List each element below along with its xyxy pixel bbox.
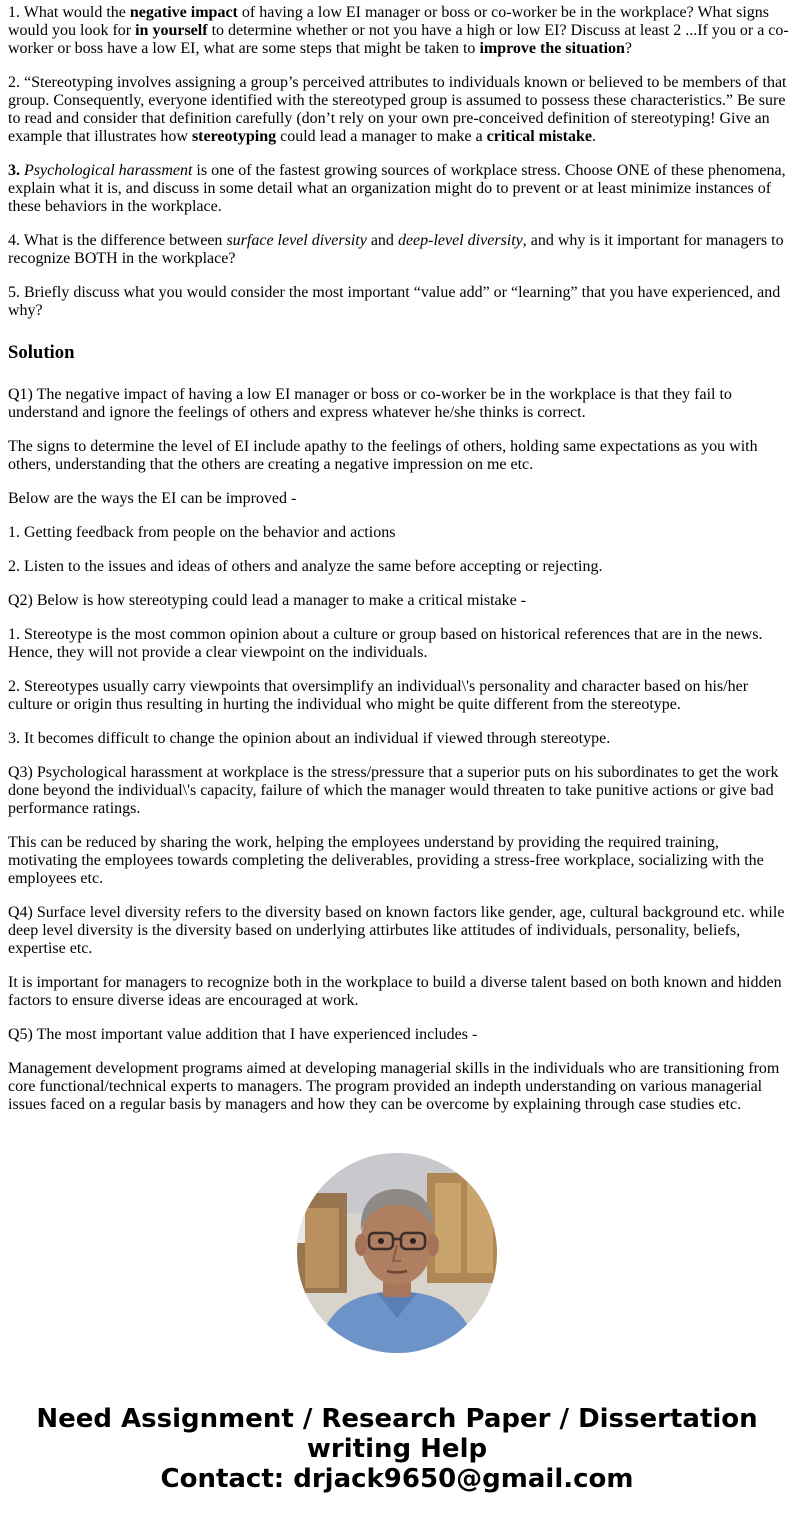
question-2-text: 2. “Stereotyping involves assigning a group’s perceived attributes to individuals known or believed to be members of that group. Consequently, everyone identified with the stereotyped group is assumed to possess these characteristics.” Be sure to read and consider that definition carefully (don’t rely on your own pre-conceived definition of stereotyping! Give an example that illustrates how	[8, 74, 787, 145]
solution-paragraph: The signs to determine the level of EI include apathy to the feelings of others, holding same expectations as you with others, understanding that the others are creating a negative impression on me etc.	[8, 438, 758, 473]
question-4-italic-deep: deep-level diversity	[397, 232, 523, 249]
solution-paragraph: 3. It becomes difficult to change the opinion about an individual if viewed through stereotype.	[8, 730, 611, 747]
question-3-number: 3.	[8, 162, 20, 179]
solution-paragraph: 1. Stereotype is the most common opinion about a culture or group based on historical references that are in the news. Hence, they will not provide a clear viewpoint on the individuals.	[8, 626, 763, 661]
solution-paragraph: This can be reduced by sharing the work, helping the employees understand by providing the required training, motivating the employees towards completing the deliverables, providing a stress-free workplace, socializing with the employees etc.	[8, 834, 764, 887]
question-1	[8, 4, 790, 58]
question-4	[8, 232, 790, 268]
question-5	[8, 284, 790, 320]
question-1-text-2: of having a low EI manager or boss or co-worker be in the workplace? What signs would you look for	[8, 4, 769, 39]
solution-paragraph: Below are the ways the EI can be improved -	[8, 490, 297, 507]
author-photo-icon	[297, 1153, 497, 1353]
solution-paragraph: Q5) The most important value addition that I have experienced includes -	[8, 1026, 478, 1043]
solution-paragraph: 2. Listen to the issues and ideas of others and analyze the same before accepting or rejecting.	[8, 558, 603, 575]
question-1-bold-negative-impact: negative impact	[129, 4, 238, 21]
solution-paragraph: Management development programs aimed at developing managerial skills in the individuals who are transitioning from core functional/technical experts to managers. The program provided an indepth understanding on various managerial issues faced on a regular basis by managers and how they can be overcome by explaining through case studies etc.	[8, 1060, 780, 1113]
question-4-text: 4. What is the difference between	[8, 232, 227, 249]
solution-paragraph: Q3) Psychological harassment at workplace is the stress/pressure that a superior puts on his subordinates to get the work done beyond the individual\'s capacity, failure of which the manager would threaten to take punitive actions or give bad performance ratings.	[8, 764, 779, 817]
question-2-text-2: could lead a manager to make a	[276, 128, 487, 145]
banner-contact-line: Contact: drjack9650@gmail.com	[160, 1464, 634, 1494]
solution-paragraph: 1. Getting feedback from people on the behavior and actions	[8, 524, 396, 541]
question-5-text: 5. Briefly discuss what you would consider the most important “value add” or “learning” that you have experienced, and why?	[8, 284, 781, 319]
banner-line-1: Need Assignment / Research Paper / Dissertation	[36, 1404, 758, 1434]
contact-banner	[0, 1404, 794, 1494]
solution-paragraph: 2. Stereotypes usually carry viewpoints that oversimplify an individual\'s personality and character based on his/her culture or origin thus resulting in hurting the individual who might be quite different from the stereotype.	[8, 678, 749, 713]
author-avatar	[297, 1153, 497, 1353]
solution-paragraph: Q2) Below is how stereotyping could lead a manager to make a critical mistake -	[8, 592, 527, 609]
question-2-text-3: .	[591, 128, 596, 145]
question-1-bold-in-yourself: in yourself	[135, 22, 208, 39]
question-3-italic-term: Psychological harassment	[24, 162, 193, 179]
solution-paragraph: Q4) Surface level diversity refers to the diversity based on known factors like gender, age, cultural background etc. while deep level diversity is the diversity based on underlying attirbutes like attitudes of individuals, personality, beliefs, expertise etc.	[8, 904, 785, 957]
question-4-italic-surface: surface level diversity	[226, 232, 367, 249]
solution-paragraph: Q1) The negative impact of having a low EI manager or boss or co-worker be in the workplace is that they fail to understand and ignore the feelings of others and express whatever he/she thinks is correct.	[8, 386, 732, 421]
question-3	[8, 162, 790, 216]
question-1-bold-improve: improve the situation	[479, 40, 625, 57]
document-body	[8, 4, 790, 1130]
question-4-text-2: and	[366, 232, 398, 249]
question-1-text-3: to determine whether or not you have a high or low EI? Discuss at least 2 ...If you or a co-worker or boss have a low EI, what are some steps that might be taken to	[8, 22, 789, 57]
solution-heading: Solution	[8, 342, 75, 363]
question-2-bold-stereotyping: stereotyping	[191, 128, 277, 145]
question-2-bold-critical-mistake: critical mistake	[486, 128, 592, 145]
question-1-text: 1. What would the	[8, 4, 130, 21]
question-4-text-3: , and why is it important for managers to recognize BOTH in the workplace?	[8, 232, 784, 267]
solution-paragraph: It is important for managers to recognize both in the workplace to build a diverse talent based on both known and hidden factors to ensure diverse ideas are encouraged at work.	[8, 974, 782, 1009]
question-3-text: is one of the fastest growing sources of workplace stress. Choose ONE of these phenomena, explain what it is, and discuss in some detail what an organization might do to prevent or at least minimize instances of these behaviors in the workplace.	[8, 162, 786, 215]
question-1-text-4: ?	[624, 40, 633, 57]
banner-line-2: writing Help	[306, 1434, 488, 1464]
question-2	[8, 74, 790, 146]
